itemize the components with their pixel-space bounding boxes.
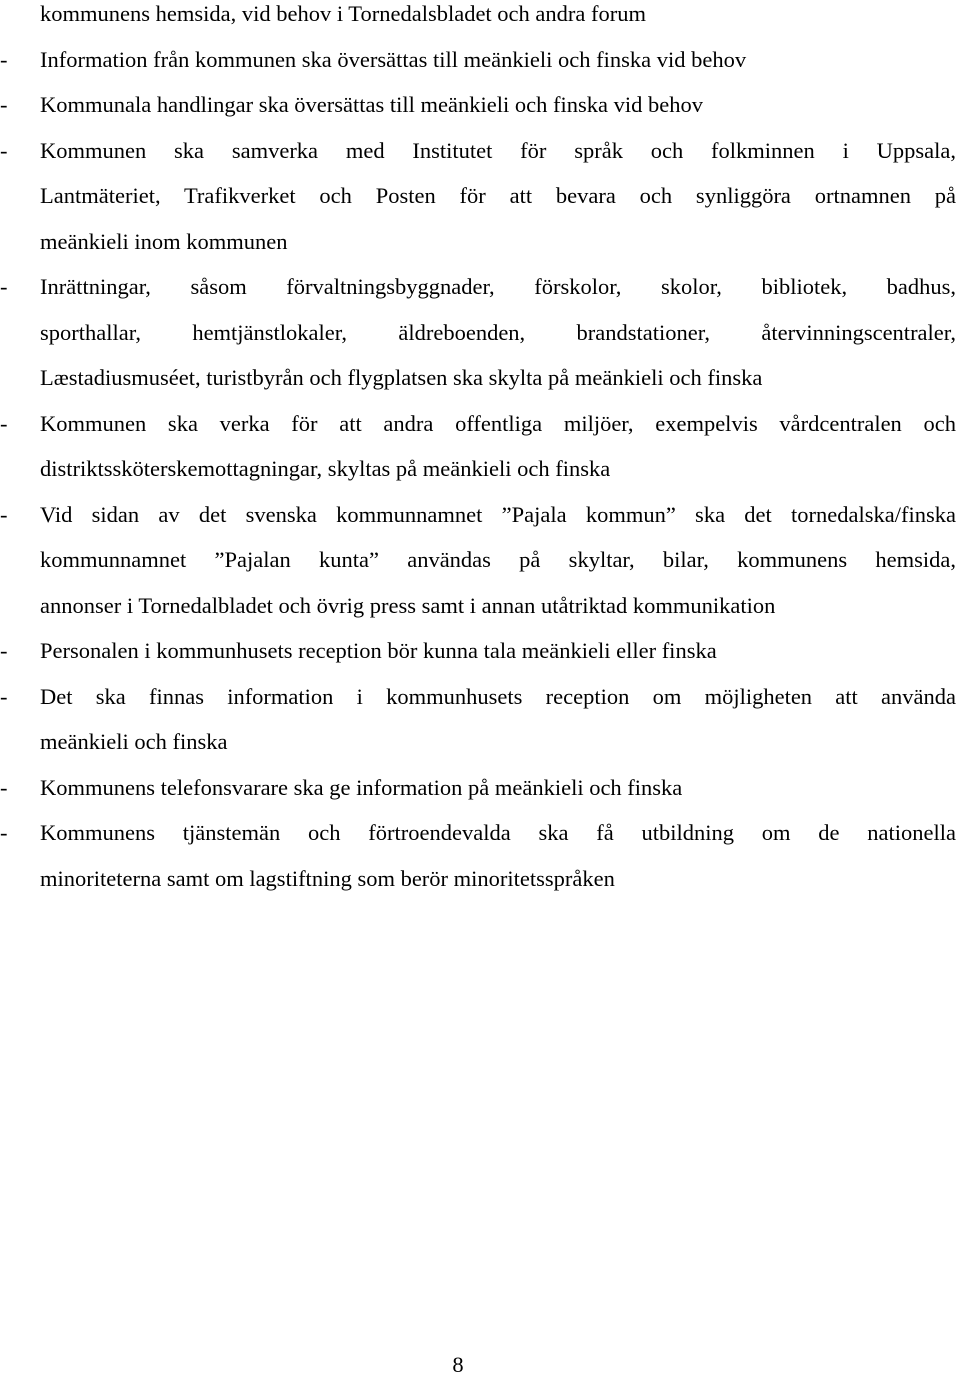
text-line <box>0 856 960 902</box>
list-bullet-dash: - <box>0 820 8 845</box>
text-line <box>0 0 960 37</box>
text-line <box>0 310 960 356</box>
line-text: Inrättningar, såsom förvaltningsbyggnader, förskolor, skolor, bibliotek, badhus, <box>40 274 956 299</box>
list-bullet-dash: - <box>0 683 8 709</box>
text-line <box>0 674 960 720</box>
text-line <box>0 446 960 492</box>
list-bullet-dash: - <box>0 638 8 663</box>
line-text: sporthallar, hemtjänstlokaler, äldreboenden, brandstationer, återvinningscentraler, <box>40 319 956 345</box>
line-text: kommunens hemsida, vid behov i Tornedalsbladet och andra forum <box>40 1 646 26</box>
line-text: distriktssköterskemottagningar, skyltas på meänkieli och finska <box>40 456 611 481</box>
text-line <box>0 173 960 219</box>
text-line <box>0 37 960 83</box>
list-bullet-dash: - <box>0 501 8 527</box>
text-line <box>0 537 960 583</box>
line-text: Kommunen ska verka för att andra offentliga miljöer, exempelvis vårdcentralen och <box>40 410 956 436</box>
text-line <box>0 264 960 310</box>
line-text: Kommunens tjänstemän och förtroendevalda ska få utbildning om de nationella <box>40 820 956 845</box>
line-text: Det ska finnas information i kommunhusets reception om möjligheten att använda <box>40 683 956 709</box>
text-line <box>0 765 960 811</box>
list-bullet-dash: - <box>0 46 8 72</box>
page-number: 8 <box>452 1352 464 1377</box>
text-line <box>0 492 960 538</box>
list-bullet-dash: - <box>0 774 8 800</box>
text-line <box>0 128 960 174</box>
text-line <box>0 719 960 765</box>
line-text: Information från kommunen ska översättas till meänkieli och finska vid behov <box>40 46 747 72</box>
line-text: Lantmäteriet, Trafikverket och Posten för att bevara och synliggöra ortnamnen på <box>40 183 956 208</box>
line-text: meänkieli och finska <box>40 729 228 754</box>
list-bullet-dash: - <box>0 92 8 117</box>
line-text: Læstadiusmuséet, turistbyrån och flygplatsen ska skylta på meänkieli och finska <box>40 365 763 390</box>
line-text: Kommunen ska samverka med Institutet för språk och folkminnen i Uppsala, <box>40 137 956 163</box>
list-bullet-dash: - <box>0 410 8 436</box>
list-bullet-dash: - <box>0 274 8 299</box>
text-line <box>0 82 960 128</box>
line-text: Kommunala handlingar ska översättas till meänkieli och finska vid behov <box>40 92 703 117</box>
text-line <box>0 810 960 856</box>
line-text: meänkieli inom kommunen <box>40 228 288 254</box>
text-line <box>0 355 960 401</box>
line-text: Kommunens telefonsvarare ska ge information på meänkieli och finska <box>40 774 683 800</box>
text-line <box>0 219 960 265</box>
text-line <box>0 628 960 674</box>
text-line <box>0 583 960 629</box>
text-line <box>0 401 960 447</box>
line-text: kommunnamnet ”Pajalan kunta” användas på skyltar, bilar, kommunens hemsida, <box>40 547 956 572</box>
line-text: annonser i Tornedalbladet och övrig press samt i annan utåtriktad kommunikation <box>40 592 776 618</box>
line-text: Personalen i kommunhusets reception bör kunna tala meänkieli eller finska <box>40 638 717 663</box>
line-text: minoriteterna samt om lagstiftning som berör minoritetsspråken <box>40 865 615 891</box>
list-bullet-dash: - <box>0 137 8 163</box>
line-text: Vid sidan av det svenska kommunnamnet ”Pajala kommun” ska det tornedalska/finska <box>40 501 956 527</box>
